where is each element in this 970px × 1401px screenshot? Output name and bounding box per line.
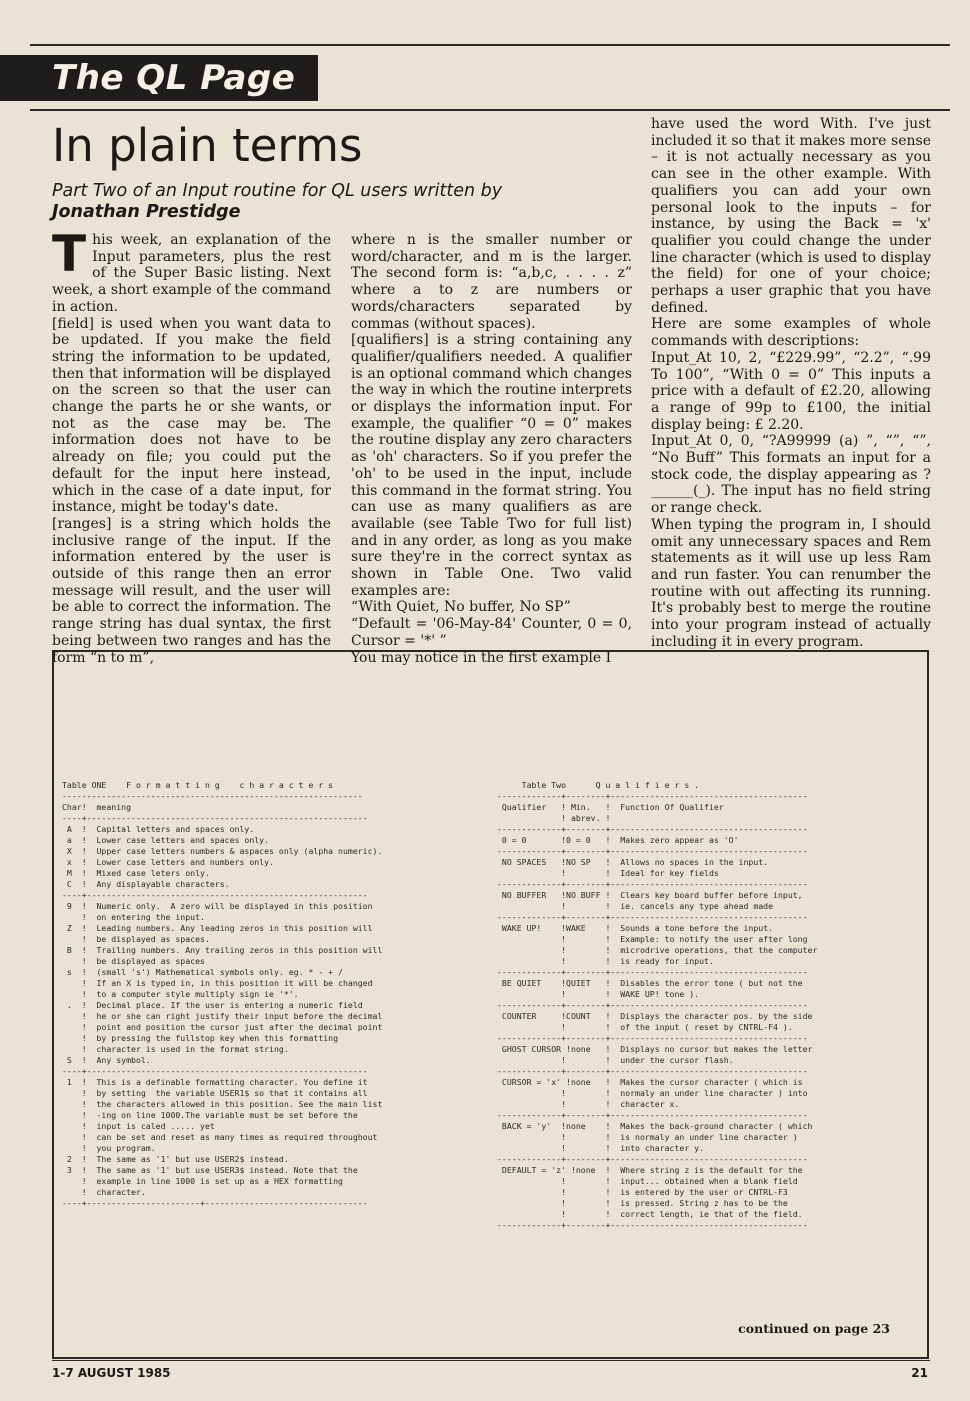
paragraph: have used the word With. I've just included it so that it makes more sense – it is not actually necessary as you can see in the other example. With qualifiers you can add your own personal look to the inputs – for instance, by using the Back = 'x' qualifier you could change the under line character (which is used to display the field) for one of your choice; perhaps a user graphic that you have defined. <box>651 116 931 316</box>
table-two <box>497 780 927 1231</box>
paragraph: his week, an explanation of the Input parameters, plus the rest of the Super Basic listing. Next week, a short example of the command in action. <box>52 232 331 315</box>
article-title: In plain terms <box>52 119 363 172</box>
column-3 <box>651 116 931 651</box>
table-one-header: Char! meaning <box>62 802 132 812</box>
top-rule <box>30 44 950 46</box>
table-one-title: Table ONE F o r m a t t i n g c h a r a c t e r s <box>62 780 334 790</box>
paragraph: “With Quiet, No buffer, No SP” <box>351 599 571 616</box>
drop-cap: T <box>52 225 87 283</box>
column-1 <box>52 225 331 666</box>
paragraph: where n is the smaller number or word/character, and m is the larger. The second form is: “a,b,c, . . . . z” where a to z are numbers or words/characters separated by commas (without spaces). <box>351 232 632 332</box>
paragraph: “Default = '06-May-84' Counter, 0 = 0, Cursor = '*' ” <box>351 616 632 649</box>
paragraph: [field] is used when you want data to be updated. If you make the field string the information to be updated, then that information will be displayed on the screen so that the user can change the parts he or she wants, or not as the case may be. The information does not have to be already on file; you could put the default for the input here instead, which in the case of a date input, for instance, might be today's date. <box>52 315 331 516</box>
table-one-body: ----+--------------------------------------------------------- A ! Capital letters and spaces only. a ! Lower case letters and spaces only. X ! Upper case letters numbers & aspaces only (alpha numeric). x ! Lower case letters and numbers only. M ! Mixed case leters only. C ! Any displayable characters. ----+--------------------------------------------------------- 9 ! Numeric only. A zero will be displayed in this position ! on entering the input. Z ! Leading numbers. Any leading zeros in this position will ! be displayed as spaces. B ! Trailing numbers. Any trailing zeros in this position will ! be displayed as spaces s ! (small 's') Mathematical symbols only. eg. * - + / ! If an X is typed in, in this position it will be changed ! to a computer style multiply sign ie '*'. . ! Decimal place. If the user is entering a numeric field ! he or she can right justify their input before the decimal ! point and position the cursor just after the decimal point ! by pressing the fullstop key when this formatting ! character is used in the format string. S ! Any symbol. ----+--------------------------------------------------------- 1 ! This is a definable formatting character. You define it ! by setting the variable USER1$ so that it contains all ! the characters allowed in this position. See the main list ! -ing on line 1000.The variable must be set before the ! input is caled ..... yet ! can be set and reset as many times as required throughout ! you program. 2 ! The same as '1' but use USER2$ instead. 3 ! The same as '1' but use USER3$ instead. Note that the ! example in line 1000 is set up as a HEX formatting ! character. ----+-----------------------+--------------------------------- <box>62 813 383 1208</box>
paragraph: [qualifiers] is a string containing any qualifier/qualifiers needed. A qualifier is an optional command which changes the way in which the routine interprets or displays the information input. For example, the qualifier “0 = 0” makes the routine display any zero characters as 'oh' characters. So if you prefer the 'oh' to be used in the input, include this command in the format string. You can use as many qualifiers as are available (see Table Two for full list) and in any order, as long as you make sure they're in the correct syntax as shown in Table One. Two valid examples are: <box>351 332 632 599</box>
paragraph: Input_At 10, 2, “£229.99”, “2.2”, “.99 To 100”, “With 0 = 0” This inputs a price with a default of £2.20, allowing a range of 99p to £100, the initial display being: £ 2.20. <box>651 349 931 433</box>
footer-rule <box>52 1360 930 1361</box>
banner-rule <box>30 109 950 111</box>
table-one <box>62 780 492 1209</box>
paragraph: When typing the program in, I should omit any unnecessary spaces and Rem statements as it will use up less Ram and run faster. You can renumber the routine with out affecting its running. It's probably best to merge the routine into your program instead of actually including it in every program. <box>651 516 931 650</box>
paragraph: You may notice in the first example I <box>351 649 612 666</box>
author-name: Jonathan Prestidge <box>52 202 241 222</box>
table-two-body: -------------+--------+---------------------------------------- Qualifier ! Min. ! Function Of Qualifier ! abrev. ! -------------+--------+---------------------------------------- 0 = 0 !0 = 0 ! Makes zero appear as 'O' -------------+--------+---------------------------------------- NO SPACES !NO SP ! Allows no spaces in the input. ! ! Ideal for key fields -------------+--------+---------------------------------------- NO BUFFER !NO BUFF ! Clears key board buffer before input, ! ! ie. cancels any type ahead made -------------+--------+---------------------------------------- WAKE UP! !WAKE ! Sounds a tone before the input. ! ! Example: to notify the user after long ! ! microdrive operations, that the computer ! ! is ready for input. -------------+--------+---------------------------------------- BE QUIET !QUIET ! Disables the error tone ( but not the ! ! WAKE UP! tone ). -------------+--------+---------------------------------------- COUNTER !COUNT ! Displays the character pos. by the side ! ! of the input ( reset by CNTRL-F4 ). -------------+--------+---------------------------------------- GHOST CURSOR !none ! Displays no cursor but makes the letter ! ! under the cursor flash. -------------+--------+---------------------------------------- CURSOR = 'x' !none ! Makes the cursor character ( which is ! ! normaly an under line character ) into ! ! character x. -------------+--------+---------------------------------------- BACK = 'y' !none ! Makes the back-ground character ( which ! ! is normaly an under line character ) ! ! into character y. -------------+--------+---------------------------------------- DEFAULT = 'z' !none ! Where string z is the default for the ! ! input... obtained when a blank field ! ! is entered by the user or CNTRL-F3 ! ! is pressed. String z has to be the ! ! correct length, ie that of the field. -------------+--------+---------------------------------------- <box>497 791 818 1230</box>
subtitle-text: Part Two of an Input routine for QL users written by <box>52 181 503 201</box>
table-two-title: Table Two Q u a l i f i e r s . <box>497 780 700 790</box>
continued-note: continued on page 23 <box>738 1321 890 1336</box>
column-2 <box>351 232 632 666</box>
paragraph: [ranges] is a string which holds the inclusive range of the input. If the information entered by the user is outside of this range then an error message will result, and the user will be able to correct the information. The range string has dual syntax, the first being between two ranges and has the form “n to m”, <box>52 515 331 666</box>
paragraph: Input_At 0, 0, “?A99999 (a) ”, “”, “”, “No Buff” This formats an input for a stock code, the display appearing as ? ______(_). The input has no field string or range check. <box>651 433 931 517</box>
paragraph: Here are some examples of whole commands with descriptions: <box>651 316 931 350</box>
section-banner: The QL Page <box>0 55 318 101</box>
issue-date: 1-7 AUGUST 1985 <box>52 1366 171 1380</box>
page-number: 21 <box>911 1366 928 1380</box>
article-subtitle <box>52 181 612 223</box>
table-one-rule: ------------------------------------------------------------- <box>62 791 363 801</box>
